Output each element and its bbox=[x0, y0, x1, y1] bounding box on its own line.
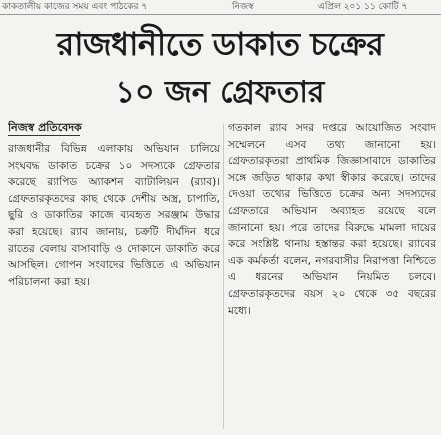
byline-underline bbox=[8, 135, 80, 136]
column-divider bbox=[223, 124, 224, 429]
headline-line-1: রাজধানীতে ডাকাত চক্রের bbox=[56, 25, 384, 63]
top-strip-left-text: কাকতালীয় কাজের সময় এবং পাঠকের ৭ bbox=[2, 2, 148, 12]
byline: নিজস্ব প্রতিবেদক bbox=[8, 121, 82, 134]
article-left-column bbox=[8, 120, 220, 435]
top-rule bbox=[0, 14, 441, 15]
top-strip-right-text: এপ্রিল ২০১ ১১ কোটি ৭ bbox=[318, 2, 408, 12]
article-paragraph: গতকাল র‍্যাব সদর দপ্তরে আয়োজিত সংবাদ সম্মেলনে এসব তথ্য জানানো হয়। গ্রেফতারকৃতরা প্রাথমিক জিজ্ঞাসাবাদে ডাকাতির সঙ্গে জড়িত থাকার কথা স্বীকার করেছে। তাদের দেওয়া তথ্যের ভিত্তিতে চক্রের অন্য সদস্যদের গ্রেফতারে অভিযান অব্যাহত রয়েছে বলে জানানো হয়। পরে তাদের বিরুদ্ধে মামলা দায়ের করে সংশ্লিষ্ট থানায় হস্তান্তর করা হয়েছে। র‍্যাবের এক কর্মকর্তা বলেন, নগরবাসীর নিরাপত্তা নিশ্চিতে এ ধরনের অভিযান নিয়মিত চলবে। গ্রেফতারকৃতদের বয়স ২০ থেকে ৩৫ বছরের মধ্যে। bbox=[228, 122, 436, 317]
headline-line-2: ১০ জন গ্রেফতার bbox=[115, 75, 325, 110]
top-strip-center-text: নিজস্ব bbox=[232, 2, 254, 12]
article-paragraph: রাজধানীর বিভিন্ন এলাকায় অভিযান চালিয়ে সংঘবদ্ধ ডাকাত চক্রের ১০ সদস্যকে গ্রেফতার করেছে র‍্যাপিড অ্যাকশন ব্যাটালিয়ন (র‍্যাব)। গ্রেফতারকৃতদের কাছ থেকে দেশীয় অস্ত্র, চাপাতি, ছুরি ও ডাকাতির কাজে ব্যবহৃত সরঞ্জাম উদ্ধার করা হয়েছে। র‍্যাব জানায়, চক্রটি দীর্ঘদিন ধরে রাতের বেলায় বাসাবাড়ি ও দোকানে ডাকাতি করে আসছিল। গোপন সংবাদের ভিত্তিতে এ অভিযান পরিচালনা করা হয়। bbox=[8, 143, 220, 288]
article-right-column bbox=[228, 120, 436, 435]
